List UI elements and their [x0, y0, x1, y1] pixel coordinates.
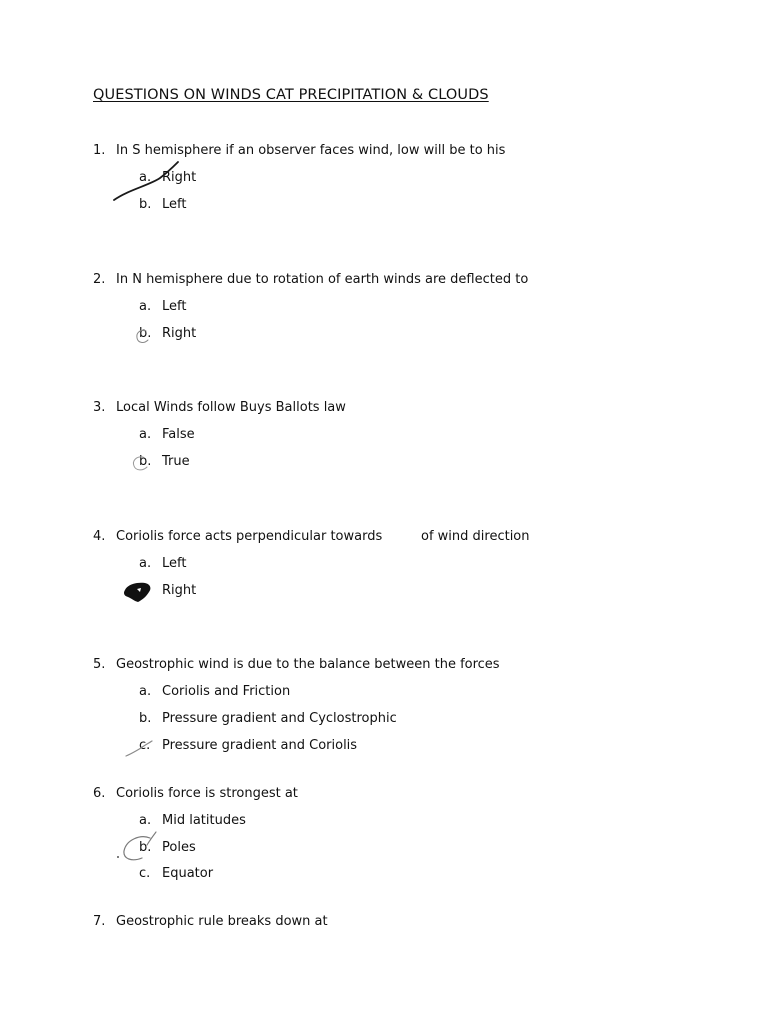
option-text: Right	[162, 326, 197, 341]
question-number: 1.	[93, 143, 106, 158]
option-letter: c.	[139, 866, 151, 881]
question-number: 3.	[93, 400, 106, 415]
question-text: In S hemisphere if an observer faces wind, low will be to his	[116, 143, 506, 158]
question-number: 4.	[93, 529, 106, 544]
question-text: Geostrophic wind is due to the balance between the forces	[116, 657, 500, 672]
option-letter: a.	[139, 299, 152, 314]
option-letter: a.	[139, 684, 152, 699]
option-letter: b.	[139, 840, 152, 855]
option-letter: a.	[139, 427, 152, 442]
option-text: Coriolis and Friction	[162, 684, 291, 699]
option-letter: b.	[139, 326, 152, 341]
question-number: 5.	[93, 657, 106, 672]
question-text-after-blank: of wind direction	[421, 529, 530, 544]
option-letter: b.	[139, 711, 152, 726]
option-text: Right	[162, 583, 197, 598]
option-text: Poles	[162, 840, 196, 855]
option-text: Left	[162, 197, 187, 212]
question-text: Geostrophic rule breaks down at	[116, 914, 328, 929]
option-text: Right	[162, 170, 197, 185]
question-text: Coriolis force is strongest at	[116, 786, 298, 801]
ink-blot-mark	[124, 583, 150, 602]
ink-blot-hole	[137, 588, 141, 592]
option-text: Left	[162, 556, 187, 571]
option-text: Left	[162, 299, 187, 314]
question-number: 2.	[93, 272, 106, 287]
document-title: QUESTIONS ON WINDS CAT PRECIPITATION & CLOUDS	[93, 87, 489, 103]
option-letter: b.	[139, 197, 152, 212]
pencil-dot-mark	[117, 856, 119, 858]
option-letter: a.	[139, 813, 152, 828]
option-text: Pressure gradient and Coriolis	[162, 738, 358, 753]
question-text: In N hemisphere due to rotation of earth winds are deflected to	[116, 272, 529, 287]
option-letter: a.	[139, 170, 152, 185]
option-letter: b.	[139, 454, 152, 469]
option-text: True	[162, 454, 190, 469]
question-number: 7.	[93, 914, 106, 929]
question-number: 6.	[93, 786, 106, 801]
option-letter: c.	[139, 738, 151, 753]
question-text: Coriolis force acts perpendicular towards	[116, 529, 383, 544]
option-text: Mid latitudes	[162, 813, 246, 828]
option-letter: a.	[139, 556, 152, 571]
option-text: False	[162, 427, 195, 442]
option-text: Equator	[162, 866, 214, 881]
option-text: Pressure gradient and Cyclostrophic	[162, 711, 397, 726]
question-text: Local Winds follow Buys Ballots law	[116, 400, 346, 415]
